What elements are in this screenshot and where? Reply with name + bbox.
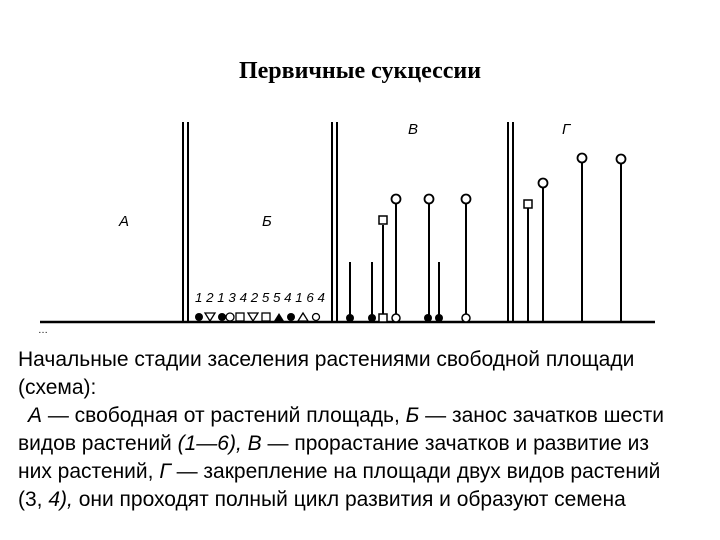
plant-circle-head <box>392 195 401 204</box>
zone-label-a: А <box>119 213 130 230</box>
zone-g-plants <box>524 154 626 323</box>
plant-circle-base <box>424 314 432 322</box>
caption-line: (схема): <box>18 376 97 399</box>
plant-circle-head <box>617 155 626 164</box>
seed-triangle <box>248 313 258 321</box>
zone-label-b: Б <box>262 213 272 230</box>
seed-triangle <box>205 313 215 321</box>
seed-numbers: 1 2 1 3 4 2 5 5 4 1 6 4 <box>195 290 325 305</box>
plant-circle-head <box>425 195 434 204</box>
seed-filled-circle <box>287 313 295 321</box>
plant-square-head <box>379 216 387 224</box>
seed-square <box>262 313 270 321</box>
seed-symbols <box>195 313 320 321</box>
plant-circle-base <box>462 314 470 322</box>
sprout-base <box>346 314 354 322</box>
plant-circle-base <box>392 314 400 322</box>
zone-v-plants <box>346 195 471 323</box>
figure-caption <box>18 346 708 514</box>
page-title: Первичные сукцессии <box>238 58 482 84</box>
seed-open-circle <box>313 314 320 321</box>
divider-a-b <box>183 122 188 322</box>
plant-square-head <box>524 200 532 208</box>
plant-square-base <box>379 314 387 322</box>
plant-circle-head <box>539 179 548 188</box>
seed-triangle-filled <box>274 313 284 321</box>
caption-line: (3, 4), они проходят полный цикл развития и образуют семена <box>18 488 626 511</box>
seed-triangle <box>298 313 308 321</box>
caption-line: них растений, Г — закрепление на площади двух видов растений <box>18 460 661 483</box>
divider-b-v <box>332 122 337 322</box>
zone-label-v: В <box>408 121 419 138</box>
seed-open-circle <box>226 313 234 321</box>
seed-filled-circle <box>195 313 203 321</box>
zone-label-g: Г <box>562 121 571 138</box>
sprout-base <box>435 314 443 322</box>
divider-v-g <box>508 122 513 322</box>
seed-square <box>236 313 244 321</box>
caption-line: А — свободная от растений площадь, Б — занос зачатков шести <box>28 404 664 427</box>
sprout-base <box>368 314 376 322</box>
ground-mark: … <box>38 325 48 336</box>
caption-line: видов растений (1—6), В — прорастание зачатков и развитие из <box>18 432 649 455</box>
caption-line: Начальные стадии заселения растениями свободной площади <box>18 348 635 371</box>
plant-circle-head <box>578 154 587 163</box>
plant-circle-head <box>462 195 471 204</box>
seed-filled-circle <box>218 313 226 321</box>
